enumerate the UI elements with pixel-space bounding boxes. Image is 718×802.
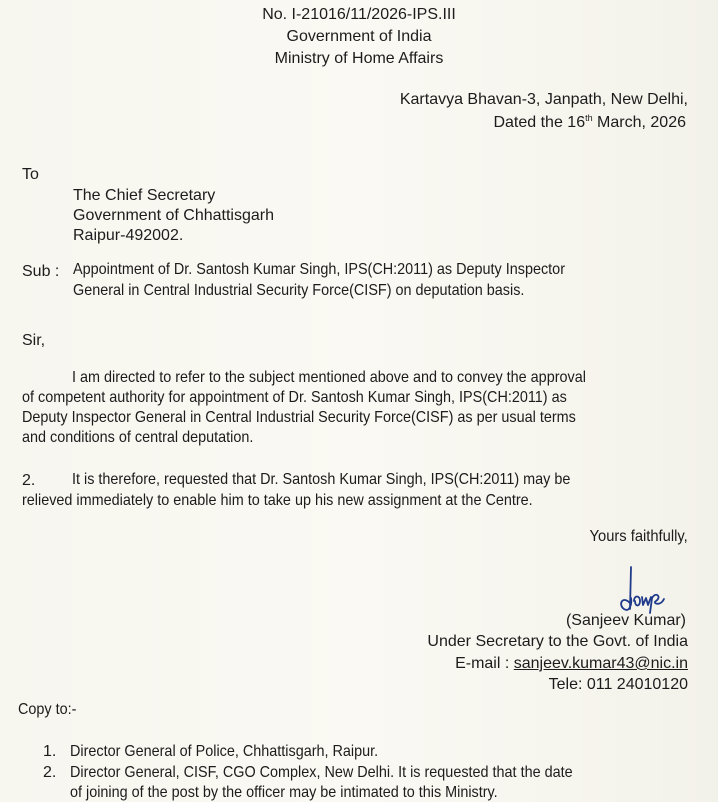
email-link[interactable]: sanjeev.kumar43@nic.in xyxy=(513,655,688,672)
para1-text-2: of competent authority for appointment of Dr. Santosh Kumar Singh, IPS(CH:2011) as xyxy=(22,389,567,406)
copy-to-label xyxy=(18,701,83,719)
para2-text-2: relieved immediately to enable him to take up his new assignment at the Centre. xyxy=(22,492,533,509)
para2-line-1 xyxy=(72,471,626,489)
subject-label: Sub : xyxy=(22,263,60,280)
copy-item-1 xyxy=(43,743,56,761)
to-label: To xyxy=(22,166,39,183)
subject-line-2 xyxy=(73,282,575,300)
para1-text-1: I am directed to refer to the subject mentioned above and to convey the approval xyxy=(72,369,586,386)
recipient-line-3: Raipur-492002. xyxy=(73,227,184,244)
para1-text-4: and conditions of central deputation. xyxy=(22,429,254,446)
copy-item-1-text: Director General of Police, Chhattisgarh, Raipur. xyxy=(70,743,379,760)
para1-line-1 xyxy=(72,369,643,387)
copy-item-2-line-1 xyxy=(70,764,628,782)
file-number-text: No. I-21016/11/2026-IPS.III xyxy=(262,6,456,23)
date-ordinal: th xyxy=(585,113,593,123)
para2-number: 2. xyxy=(22,472,36,489)
signatory-name-text: (Sanjeev Kumar) xyxy=(565,612,686,629)
government-line xyxy=(0,28,718,46)
copy-item-1-body xyxy=(70,743,412,761)
ministry-text: Ministry of Home Affairs xyxy=(274,50,444,67)
date-prefix: Dated the 16 xyxy=(493,114,586,131)
office-address xyxy=(400,91,688,109)
address-text: Kartavya Bhavan-3, Janpath, New Delhi, xyxy=(399,91,688,108)
copy-item-2-line-2 xyxy=(70,784,545,802)
copy-to-text: Copy to:- xyxy=(18,701,77,718)
para2-line-2 xyxy=(22,492,589,510)
designation-text: Under Secretary to the Govt. of India xyxy=(427,633,688,650)
salutation: Sir, xyxy=(22,332,46,349)
signatory-name xyxy=(566,612,686,630)
phone-text: Tele: 011 24010120 xyxy=(548,676,688,693)
copy-item-2-number: 2. xyxy=(43,764,57,781)
subject-text-2: General in Central Industrial Security Force(CISF) on deputation basis. xyxy=(73,282,525,299)
para1-line-2 xyxy=(22,389,627,407)
ministry-line xyxy=(0,50,718,68)
date-suffix: March, 2026 xyxy=(592,114,686,131)
closing-text: Yours faithfully, xyxy=(589,528,688,545)
recipient-line-2: Government of Chhattisgarh xyxy=(73,207,274,224)
copy-item-2 xyxy=(43,764,56,782)
signature-image xyxy=(600,565,670,615)
copy-item-2-text-2: of joining of the post by the officer may be intimated to this Ministry. xyxy=(70,784,498,801)
signatory-phone xyxy=(549,676,688,694)
signatory-designation xyxy=(427,633,688,651)
government-text: Government of India xyxy=(286,28,432,45)
signatory-email xyxy=(455,655,688,673)
para1-line-3 xyxy=(22,409,637,427)
date-line xyxy=(493,113,686,132)
para1-text-3: Deputy Inspector General in Central Industrial Security Force(CISF) as per usual terms xyxy=(22,409,576,426)
copy-item-1-number: 1. xyxy=(43,743,57,760)
closing xyxy=(581,528,688,546)
subject-text-1: Appointment of Dr. Santosh Kumar Singh, IPS(CH:2011) as Deputy Inspector xyxy=(73,261,565,278)
email-label: E-mail : xyxy=(455,655,514,672)
recipient-line-1: The Chief Secretary xyxy=(73,187,216,204)
para1-line-4 xyxy=(22,429,279,447)
file-number xyxy=(0,6,718,24)
para2-text-1: It is therefore, requested that Dr. Santosh Kumar Singh, IPS(CH:2011) may be xyxy=(72,471,571,488)
copy-item-2-text-1: Director General, CISF, CGO Complex, New Delhi. It is requested that the date xyxy=(70,764,573,781)
subject-line-1 xyxy=(73,261,620,279)
